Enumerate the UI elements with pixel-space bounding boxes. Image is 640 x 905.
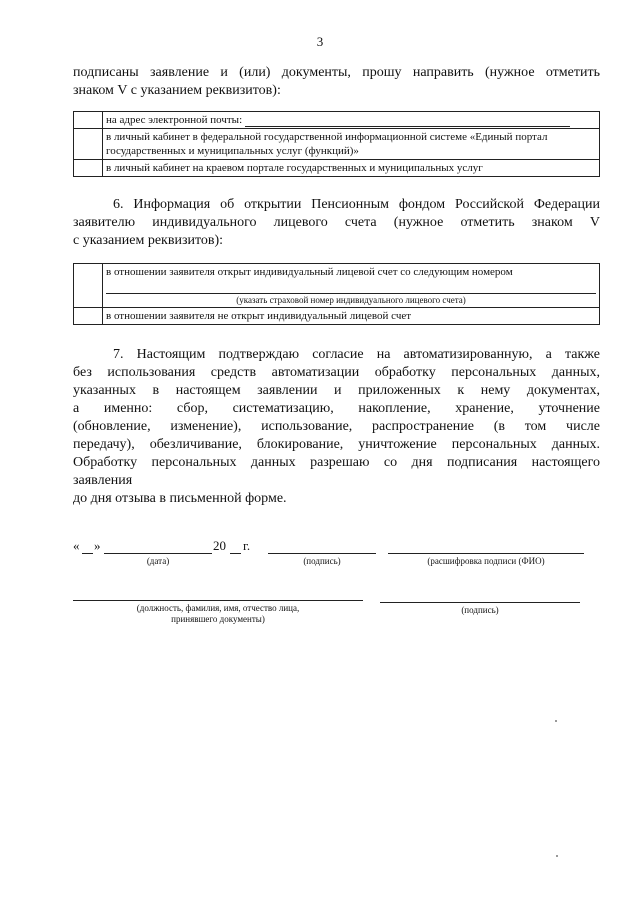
table-row bbox=[74, 308, 600, 325]
table-row bbox=[74, 129, 600, 160]
section-7-line: (обновление, изменение), использование, распространение (в том числе bbox=[73, 419, 600, 434]
official-caption-line: принявшего документы) bbox=[171, 614, 265, 624]
insurance-number-input-line[interactable] bbox=[106, 281, 596, 294]
section-7-paragraph bbox=[73, 346, 600, 508]
email-input-line[interactable] bbox=[245, 115, 570, 127]
intro-paragraph bbox=[73, 64, 600, 100]
table-row bbox=[74, 112, 600, 129]
section-6-line: 6. Информация об открытии Пенсионным фондом Российской Федерации bbox=[113, 197, 600, 212]
account-opened-label: в отношении заявителя открыт индивидуальный лицевой счет со следующим номером bbox=[106, 266, 513, 278]
section-6-paragraph bbox=[73, 196, 600, 250]
section-7-line: передачу), обезличивание, блокирование, уничтожение персональных данных. bbox=[73, 437, 600, 452]
intro-line: знаком V с указанием реквизитов): bbox=[73, 83, 281, 98]
intro-line: подписаны заявление и (или) документы, прошу направить (нужное отметить bbox=[73, 65, 600, 80]
table-row bbox=[74, 264, 600, 308]
month-input-line[interactable] bbox=[104, 553, 212, 554]
date-caption: (дата) bbox=[146, 556, 170, 566]
page-number: 3 bbox=[316, 34, 324, 49]
delivery-email-option bbox=[103, 112, 600, 129]
section-7-line: без использования средств автоматизации обработку персональных данных, bbox=[73, 365, 600, 380]
delivery-federal-portal-checkbox[interactable] bbox=[74, 129, 103, 160]
account-opened-option bbox=[103, 264, 600, 308]
signature-input-line[interactable] bbox=[268, 553, 376, 554]
section-7-line: Обработку персональных данных разрешаю со дня подписания настоящего bbox=[73, 455, 600, 470]
section-7-line: до дня отзыва в письменной форме. bbox=[73, 491, 287, 506]
year-input-line[interactable] bbox=[230, 553, 241, 554]
section-6-line: заявителю индивидуального лицевого счета (нужное отметить знаком V bbox=[73, 215, 600, 230]
official-caption bbox=[73, 603, 363, 625]
signature-caption: (подпись) bbox=[303, 556, 341, 566]
section-7-line: заявления bbox=[73, 473, 133, 488]
official-caption-line: (должность, фамилия, имя, отчество лица, bbox=[136, 603, 300, 613]
section-7-line: указанных в настоящем заявлении и приложенных к нему документах, bbox=[73, 383, 600, 398]
section-6-line: с указанием реквизитов): bbox=[73, 233, 224, 248]
account-not-opened-option: в отношении заявителя не открыт индивидуальный лицевой счет bbox=[103, 308, 600, 325]
delivery-regional-portal-option: в личный кабинет на краевом портале государственных и муниципальных услуг bbox=[103, 160, 600, 177]
scan-speck bbox=[555, 720, 557, 722]
delivery-options-table bbox=[73, 111, 600, 177]
table-row bbox=[74, 160, 600, 177]
name-input-line[interactable] bbox=[388, 553, 584, 554]
account-options-table bbox=[73, 263, 600, 325]
insurance-number-hint: (указать страховой номер индивидуального лицевого счета) bbox=[236, 295, 466, 305]
option-label: на адрес электронной почты: bbox=[106, 114, 243, 126]
delivery-regional-portal-checkbox[interactable] bbox=[74, 160, 103, 177]
scan-speck bbox=[556, 855, 558, 857]
account-opened-checkbox[interactable] bbox=[74, 264, 103, 308]
year-suffix: г. bbox=[243, 538, 251, 553]
date-close-quote: » bbox=[94, 538, 101, 553]
year-prefix: 20 bbox=[213, 538, 226, 553]
delivery-federal-portal-option: в личный кабинет в федеральной государственной информационной системе «Единый портал государственных и муниципальных услуг (функций)» bbox=[103, 129, 600, 160]
official-name-input-line[interactable] bbox=[73, 600, 363, 601]
day-input-line[interactable] bbox=[82, 553, 93, 554]
date-open-quote: « bbox=[73, 538, 80, 553]
official-signature-caption: (подпись) bbox=[461, 605, 499, 615]
section-7-line: а именно: сбор, систематизацию, накопление, хранение, уточнение bbox=[73, 401, 600, 416]
section-7-line: 7. Настоящим подтверждаю согласие на автоматизированную, а также bbox=[113, 347, 600, 362]
account-not-opened-checkbox[interactable] bbox=[74, 308, 103, 325]
delivery-email-checkbox[interactable] bbox=[74, 112, 103, 129]
name-caption: (расшифровка подписи (ФИО) bbox=[427, 556, 545, 566]
official-signature-input-line[interactable] bbox=[380, 602, 580, 603]
